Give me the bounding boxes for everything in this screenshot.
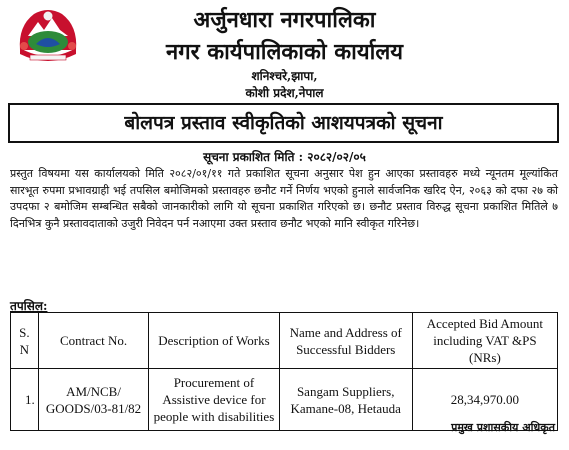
cell-bidder: Sangam Suppliers, Kamane-08, Hetauda xyxy=(279,369,412,431)
cell-contract-no: AM/NCB/ GOODS/03-81/82 xyxy=(38,369,149,431)
published-date: सूचना प्रकाशित मिति : २०८२/०२/०५ xyxy=(203,150,366,164)
bid-table xyxy=(10,312,558,431)
signature-title: प्रमुख प्रशासकीय अधिकृत xyxy=(451,421,555,434)
cell-sn: 1. xyxy=(11,369,39,431)
col-header-contract-no: Contract No. xyxy=(38,313,149,369)
address-line-2: कोशी प्रदेश,नेपाल xyxy=(245,86,324,100)
office-name: नगर कार्यपालिकाको कार्यालय xyxy=(166,39,403,65)
table-header-row xyxy=(11,313,558,369)
col-header-sn: S. N xyxy=(11,313,39,369)
cell-description: Procurement of Assistive device for people with disabilities xyxy=(149,369,279,431)
address-line-1: शनिश्चरे,झापा, xyxy=(251,69,318,83)
cell-amount: 28,34,970.00 xyxy=(412,369,557,431)
notice-title: बोलपत्र प्रस्ताव स्वीकृतिको आशयपत्रको सूचना xyxy=(8,103,559,143)
col-header-bidder: Name and Address of Successful Bidders xyxy=(279,313,412,369)
municipality-name: अर्जुनधारा नगरपालिका xyxy=(193,7,376,33)
notice-body: प्रस्तुत विषयमा यस कार्यालयको मिति २०८२/०१/११ गते प्रकाशित सूचना अनुसार पेश हुन आएका प्रस्तावहरु मध्ये न्यूनतम मूल्यांकित सारभूत रुपमा प्रभावग्राही भई तपसिल बमोजिमको प्रस्तावहरु छनौट गर्ने निर्णय भएको हुनाले सार्वजनिक खरिद ऐन, २०६३ को दफा २७ को उपदफा २ बमोजिम सम्बन्धित सबैको जानकारीको लागि यो सूचना प्रकाशित गरिएको छ। छनौट प्रस्ताव विरुद्ध सूचना प्रकाशित मितिले ७ दिनभित्र कुनै प्रस्तावदाताको उजुरी निवेदन पर्न नआएमा उक्त प्रस्ताव छनौट भएको मानि स्वीकृत गरिनेछ। xyxy=(10,167,558,230)
col-header-amount: Accepted Bid Amount including VAT &PS (NRs) xyxy=(412,313,557,369)
col-header-description: Description of Works xyxy=(149,313,279,369)
details-label: तपसिल: xyxy=(10,299,48,313)
